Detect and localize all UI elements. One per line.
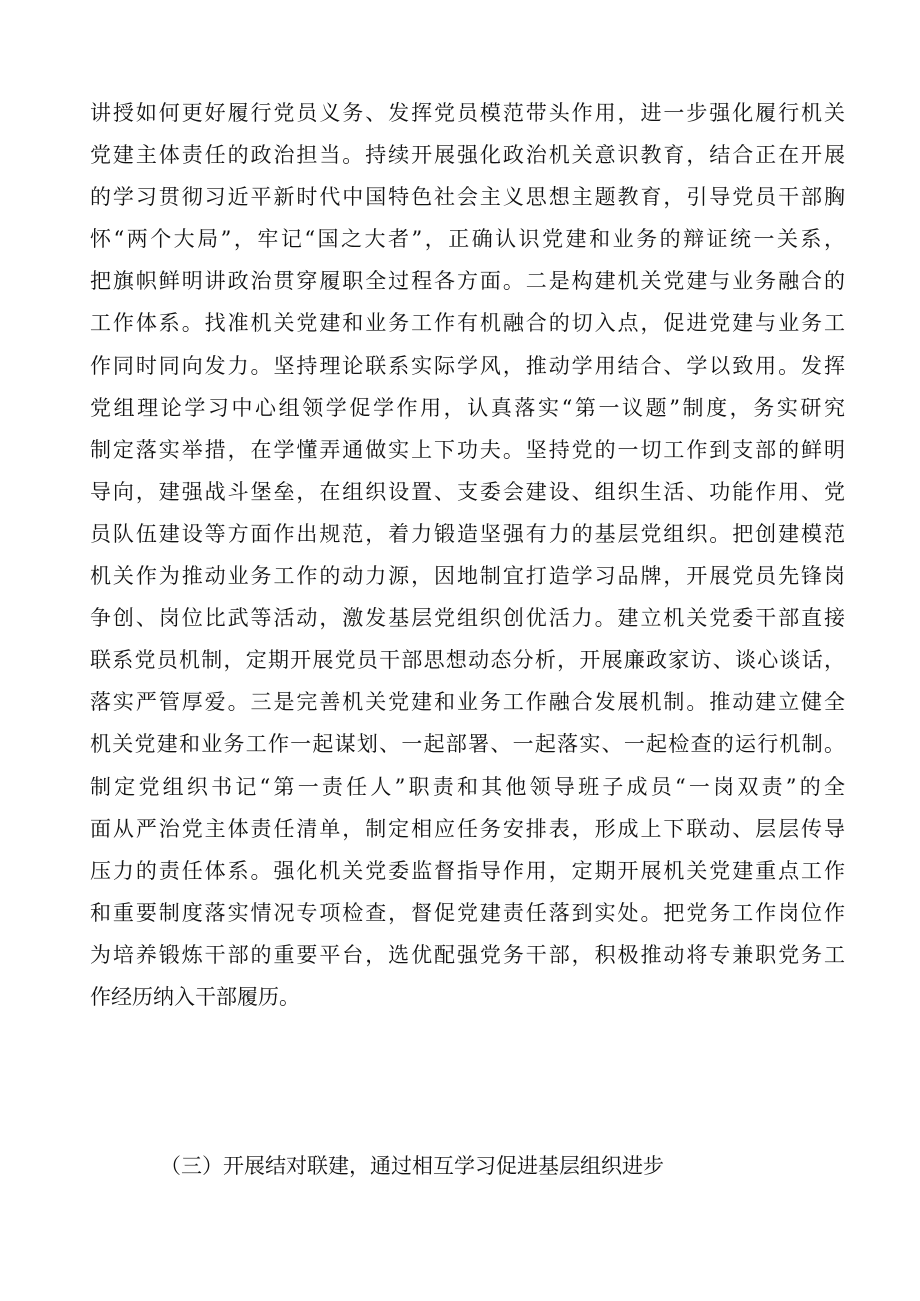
text-line: 争创、岗位比武等活动，激发基层党组织创优活力。建立机关党委干部直接 [90,606,845,631]
section-heading: （三）开展结对联建，通过相互学习促进基层组织进步 [160,1154,664,1178]
text-line: 和重要制度落实情况专项检查，督促党建责任落到实处。把党务工作岗位作 [90,900,845,925]
text-line: 怀“两个大局”，牢记“国之大者”，正确认识党建和业务的辩证统一关系， [90,227,845,252]
text-line: 党组理论学习中心组领学促学作用，认真落实“第一议题”制度，务实研究 [90,395,845,420]
text-line: 落实严管厚爱。三是完善机关党建和业务工作融合发展机制。推动建立健全 [90,690,845,715]
text-line: 压力的责任体系。强化机关党委监督指导作用，定期开展机关党建重点工作 [90,858,845,883]
text-line: 工作体系。找准机关党建和业务工作有机融合的切入点，促进党建与业务工 [90,311,845,336]
text-line: 导向，建强战斗堡垒，在组织设置、支委会建设、组织生活、功能作用、党 [90,479,845,504]
text-line: 员队伍建设等方面作出规范，着力锻造坚强有力的基层党组织。把创建模范 [90,521,845,546]
text-line: 面从严治党主体责任清单，制定相应任务安排表，形成上下联动、层层传导 [90,816,845,841]
body-paragraph [90,92,845,1018]
text-line: 把旗帜鲜明讲政治贯穿履职全过程各方面。二是构建机关党建与业务融合的 [90,269,845,294]
text-line: 机关党建和业务工作一起谋划、一起部署、一起落实、一起检查的运行机制。 [90,732,845,757]
text-line: 联系党员机制，定期开展党员干部思想动态分析，开展廉政家访、谈心谈话， [90,648,845,673]
text-line: 机关作为推动业务工作的动力源，因地制宜打造学习品牌，开展党员先锋岗 [90,564,845,589]
text-line: 制定落实举措，在学懂弄通做实上下功夫。坚持党的一切工作到支部的鲜明 [90,437,845,462]
text-line: 讲授如何更好履行党员义务、发挥党员模范带头作用，进一步强化履行机关 [90,101,845,125]
text-line: 的学习贯彻习近平新时代中国特色社会主义思想主题教育，引导党员干部胸 [90,185,845,210]
text-line: 党建主体责任的政治担当。持续开展强化政治机关意识教育，结合正在开展 [90,143,845,168]
text-line: 制定党组织书记“第一责任人”职责和其他领导班子成员“一岗双责”的全 [90,774,845,799]
text-line: 作同时同向发力。坚持理论联系实际学风，推动学用结合、学以致用。发挥 [90,353,845,378]
text-line: 作经历纳入干部履历。 [90,984,300,1009]
text-line: 为培养锻炼干部的重要平台，选优配强党务干部，积极推动将专兼职党务工 [90,942,845,967]
